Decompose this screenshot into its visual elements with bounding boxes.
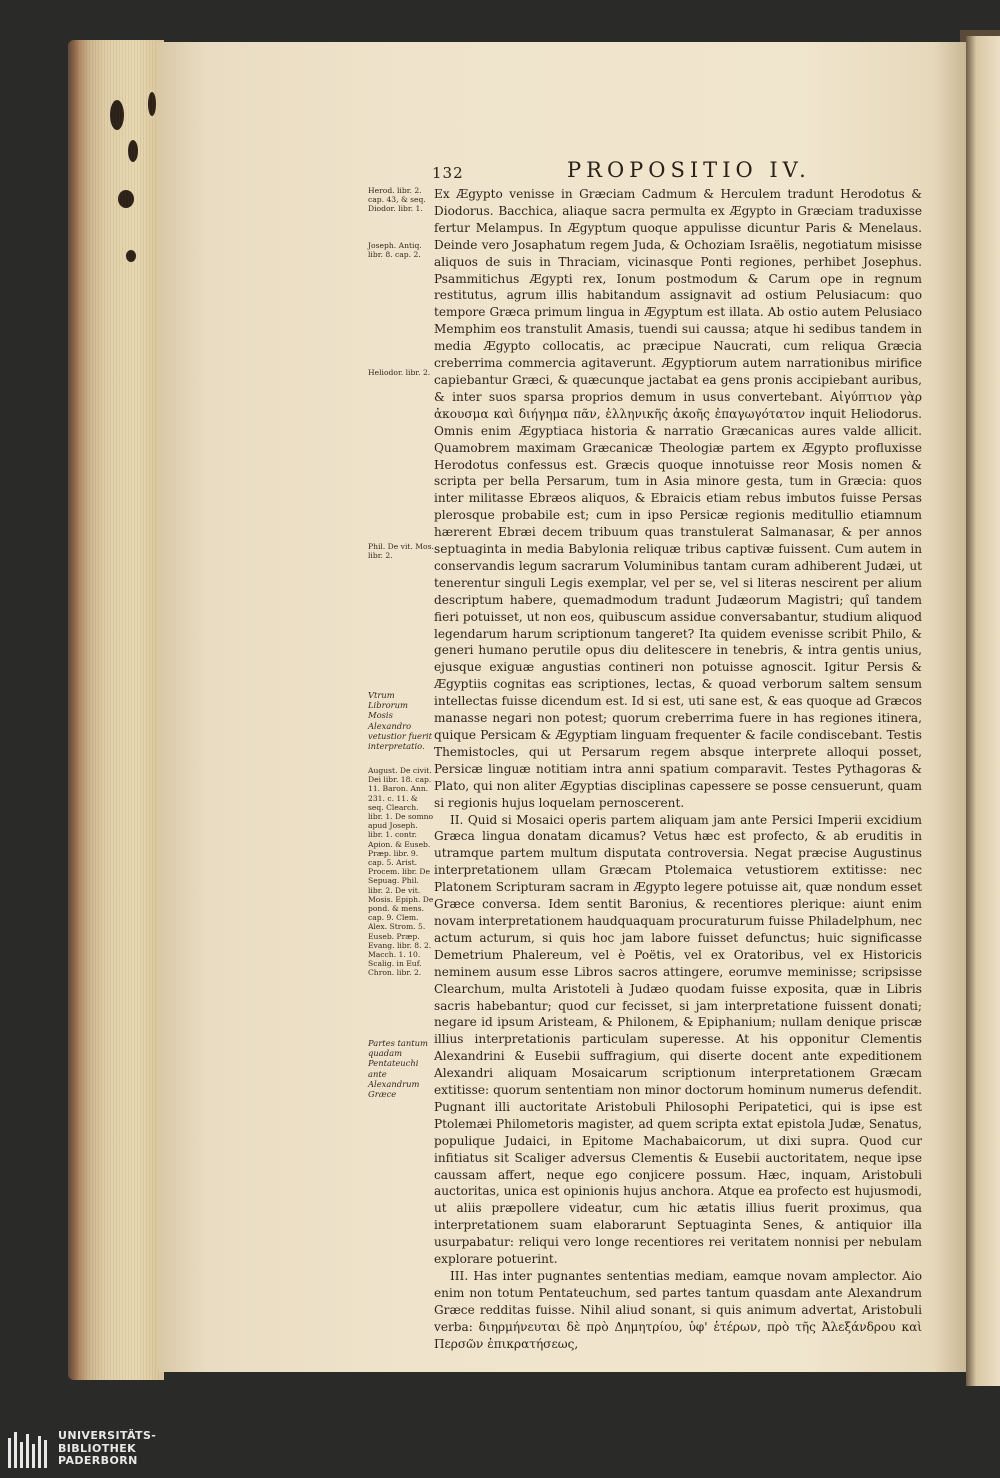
ink-stain xyxy=(126,250,136,262)
running-title: PROPOSITIO IV. xyxy=(567,158,811,182)
library-logo-icon xyxy=(8,1430,52,1472)
logo-line: PADERBORN xyxy=(58,1454,138,1468)
page-number: 132 xyxy=(432,164,464,182)
paragraph: II. Quid si Mosaici operis partem aliquam jam ante Persici Imperii excidium Græca lingua donatam dicamus? Vetus hæc est profecto, & ab eruditis in utramque partem multum disputata controversia. Negat præcise Augustinus interpretationem ullam Græcam Ptolemaica vetustiorem extitisse: nec Platonem Scripturam sacram in Ægypto legere potuisse ait, quæ nondum esset Græce conversa. Idem sentit Baronius, & recentiores plerique: aiunt enim novam interpretationem haudquaquam procuraturum fuisse Philadelphum, nec actum acturum, si quis hoc jam labore fuisset defunctus; huic significasse Demetrium Phalereum, vel è Poëtis, vel ex Oratoribus, vel ex Historicis neminem ausum esse Libros sacros attingere, eorumve meminisse; scripsisse Clearchum, multa Aristoteli à Judæo quodam fuisse exposita, quæ in Libris sacris habebantur; quod cur fecisset, si jam interpretatione fuissent donati; negare id ipsum Aristeam, & Philonem, & Epiphanium; nullam denique priscæ illius interpretationis particulam superesse. At his opponitur Clementis Alexandrini & Eusebii suffragium, qui diserte docent ante expeditionem Alexandri aliquam Mosaicarum scriptionum interpretationem Græcam extitisse: quorum sententiam non minor doctorum hominum numerus defendit. Pugnant illi auctoritate Aristobuli Philosophi Peripatetici, qui is ipse est Ptolemæi Philometoris magister, ad quem scripta extat epistola Judæ, Senatus, populique Judaici, in Epitome Machabaicorum, ut dixi supra. Quod cur infitiatus sit Scaliger adversus Clementis & Eusebii auctoritatem, neque ipse caussam affert, neque ego conjicere possum. Hæc, inquam, Aristobuli auctoritas, unica est opinionis hujus anchora. Atque ea profecto est hujusmodi, ut aliis præpollere videatur, cum hic ætatis illius fuerit proximus, qua interpretationem suam elaborarunt Septuaginta Senes, & antiquior illa usurpabatur: reliqui vero longe recentiores rei veritatem nonnisi per nebulam explorare potuerint. xyxy=(434,812,922,1267)
ink-stain xyxy=(110,100,124,130)
library-logo xyxy=(8,1430,208,1472)
ink-stain xyxy=(118,190,134,208)
main-text xyxy=(434,186,922,1353)
logo-line: UNIVERSITÄTS- xyxy=(58,1429,157,1442)
margin-note-italic: Partes tantum quadam Pentateuchi ante Alexandrum Græce xyxy=(368,1038,428,1100)
margin-note-italic: Vtrum Librorum Mosis Alexandro vetustior fuerit interpretatio. xyxy=(368,690,432,752)
paragraph: III. Has inter pugnantes sententias mediam, eamque novam amplector. Aio enim non totum Pentateuchum, sed partes tantum quasdam ante Alexandrum Græce redditas fuisse. Nihil aliud sonant, si quis animum advertat, Aristobuli verba: διηρμήνευται δὲ πρὸ Δημητρίου, ὑφ' ἑτέρων, πρὸ τῆς Ἀλεξάνδρου καὶ Περσῶν ἐπικρατήσεως, xyxy=(434,1269,922,1351)
margin-note: Phil. De vit. Mos. libr. 2. xyxy=(368,542,434,561)
right-facing-page-edge xyxy=(966,36,1000,1386)
paragraph: Ex Ægypto venisse in Græciam Cadmum & Herculem tradunt Herodotus & Diodorus. Bacchica, aliaque sacra permulta ex Ægypto in Græciam traduxisse fertur Melampus. In Ægyptum quoque appulisse dicuntur Paris & Menelaus. Deinde vero Josaphatum regem Juda, & Ochoziam Israëlis, negotiatum misisse aliquos de suis in Thraciam, vicinasque Ponti regiones, perhibet Josephus. Psammitichus Ægypti rex, Ionum postmodum & Carum ope in regnum restitutus, agrum illis habitandum assignavit ad ostium Pelusiacum: quo tempore Græca primum lingua in Ægyptum est illata. Ab ostio autem Pelusiaco Memphim eos transtulit Amasis, tuendi sui caussa; atque hi sedibus tandem in media Ægypto collocatis, ac præcipue Naucrati, cum reliqua Græcia creberrima commercia agitaverunt. Ægyptiorum autem narrationibus mirifice capiebantur Græci, & quæcunque jactabat ea gens pronis accipiebant auribus, & inter suos sparsa proprios demum in usus convertebant. Αἰγύπτιον γὰρ ἀκουσμα καὶ διήγημα πᾶν, ἑλληνικῆς ἀκοῆς ἐπαγωγότατον inquit Heliodorus. Omnis enim Ægyptiaca historia & narratio Græcanicas aures valde allicit. Quamobrem maximam Græcanicæ Theologiæ partem ex Ægypto profluxisse Herodotus confessus est. Græcis quoque innotuisse reor Mosis nomen & scripta per bella Persarum, tum in Asia minore gesta, tum in Græcia: quos inter militasse Ebræos aliquos, & Ebraicis etiam rebus imbutos fuisse Persas plerosque probabile est; cum in ipso Persicæ regionis meditullio etiamnum hærerent Ebræi decem tribuum quas transtulerat Salmanasar, & per annos septuaginta in media Babylonia reliquæ tribus captivæ fuissent. Cum autem in conservandis legum sacrarum Voluminibus tantam curam adhiberent Judæi, ut tenerentur singuli Legis exemplar, vel per se, vel si literas nescirent per alium descriptum habere, quemadmodum tradunt Judæorum Magistri; quî tandem fieri potuisset, ut non eos, quibuscum assidue conversabantur, studium aliquod legendarum harum scriptionum tangeret? Ita quidem evenisse scribit Philo, & generi humano perutile opus diu delitescere in tenebris, & intra gentis unius, ejusque exiguæ angustias contineri non potuisse agnoscit. Igitur Persis & Ægyptiis cognitas eas scriptiones, lectas, & quoad verborum saltem sensum intellectas fuisse dicendum est. Id si est, uti sane est, & eas quoque ad Græcos manasse negari non potest; quorum creberrima fuere in has regiones itinera, quique Persicam & Ægyptiam linguam frequenter & facile condiscebant. Testis Themistocles, qui ut Persarum regem absque interprete alloqui posset, Persicæ linguæ notitiam intra anni spatium comparavit. Testes Pythagoras & Plato, qui non aliter Ægyptias disciplinas capessere se posse censuerunt, quam si regionis hujus loquelam pernoscerent. xyxy=(434,187,922,810)
margin-note: Herod. libr. 2. cap. 43, & seq. Diodor. libr. 1. xyxy=(368,186,426,214)
ink-stain xyxy=(148,92,156,116)
library-logo-text xyxy=(58,1430,156,1468)
ink-stain xyxy=(128,140,138,162)
margin-note: Joseph. Antiq. libr. 8. cap. 2. xyxy=(368,241,422,260)
logo-line: BIBLIOTHEK xyxy=(58,1441,137,1455)
margin-note: Heliodor. libr. 2. xyxy=(368,368,431,377)
margin-note: August. De civit. Dei libr. 18. cap. 11. Baron. Ann. 231. c. 11. & seq. Clearch. libr. 1. De somno apud Joseph. libr. 1. contr. Apion. & Euseb. Præp. libr. 9. cap. 5. Arist. Procem. libr. De Sepuag. Phil. libr. 2. De vit. Mosis. Epiph. De pond. & mens. cap. 9. Clem. Alex. Strom. 5. Euseb. Præp. Evang. libr. 8. 2. Macch. 1. 10. Scalig. in Euf. Chron. libr. 2. xyxy=(368,766,434,978)
page-block-edge xyxy=(68,40,164,1380)
